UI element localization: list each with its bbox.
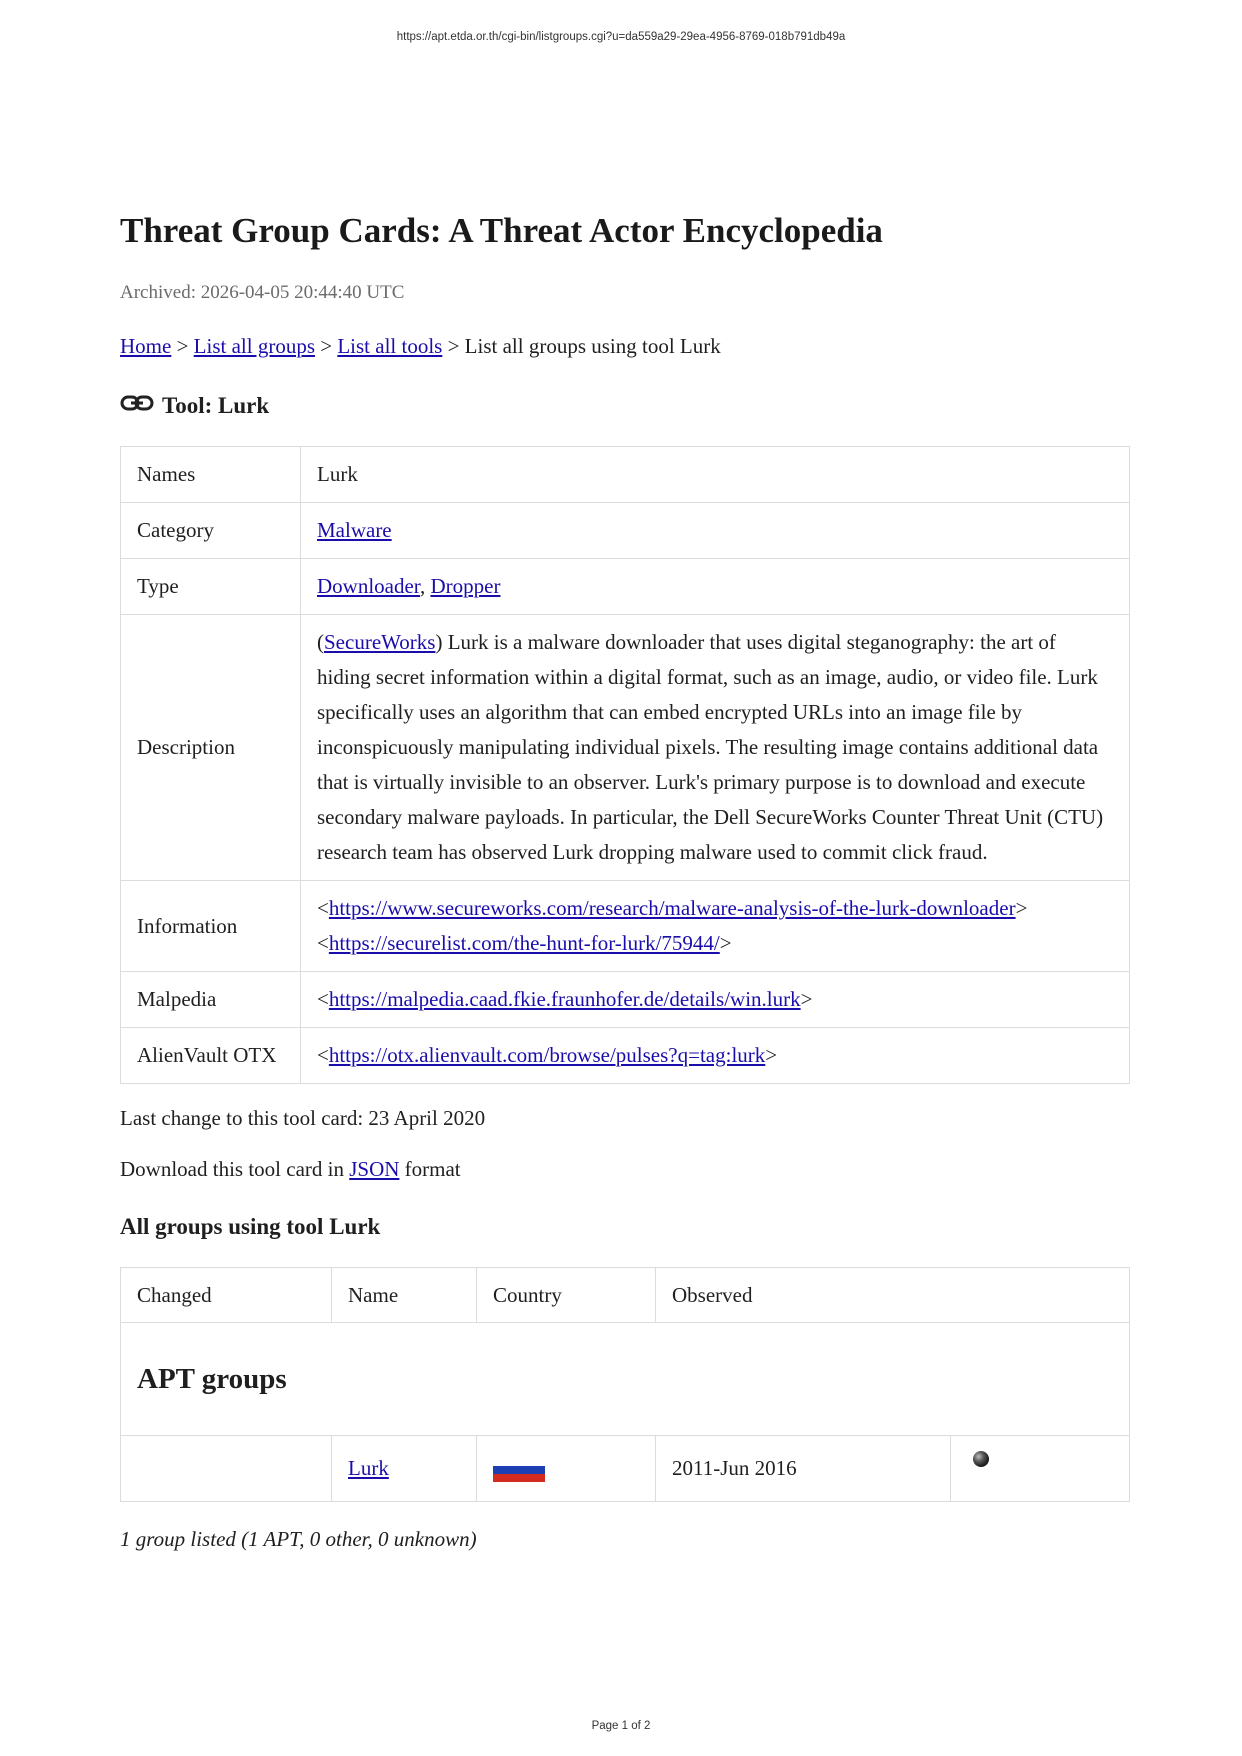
page-number: Page 1 of 2 bbox=[591, 1720, 651, 1732]
row-country bbox=[477, 1436, 656, 1502]
category-label: Category bbox=[121, 503, 301, 559]
row-observed: 2011-Jun 2016 bbox=[656, 1436, 951, 1502]
json-download-link[interactable]: JSON bbox=[349, 1157, 400, 1181]
description-value bbox=[301, 615, 1130, 881]
alienvault-label: AlienVault OTX bbox=[121, 1028, 301, 1084]
groups-table bbox=[120, 1267, 1130, 1502]
type-value bbox=[301, 559, 1130, 615]
names-value: Lurk bbox=[301, 447, 1130, 503]
groups-table-header bbox=[121, 1268, 1130, 1323]
table-row bbox=[121, 1436, 1130, 1502]
tool-card-table bbox=[120, 446, 1130, 1084]
information-link-securelist[interactable]: https://securelist.com/the-hunt-for-lurk/75944/ bbox=[328, 931, 720, 955]
main-content bbox=[120, 210, 1130, 1552]
breadcrumb-tools-link[interactable]: List all tools bbox=[337, 334, 443, 358]
table-row bbox=[121, 503, 1130, 559]
table-row bbox=[121, 1028, 1130, 1084]
groups-summary: 1 group listed (1 APT, 0 other, 0 unknown) bbox=[120, 1527, 477, 1551]
section-apt-groups: APT groups bbox=[121, 1323, 1130, 1436]
breadcrumb-home-link[interactable]: Home bbox=[120, 334, 172, 358]
type-separator: , bbox=[419, 574, 431, 598]
malpedia-link[interactable]: https://malpedia.caad.fkie.fraunhofer.de/details/win.lurk bbox=[328, 987, 801, 1011]
information-link-secureworks[interactable]: https://www.secureworks.com/research/malware-analysis-of-the-lurk-downloader bbox=[328, 896, 1016, 920]
header-changed: Changed bbox=[121, 1268, 332, 1323]
link-icon bbox=[120, 393, 154, 413]
type-label: Type bbox=[121, 559, 301, 615]
malpedia-value: <https://malpedia.caad.fkie.fraunhofer.de/details/win.lurk> bbox=[301, 972, 1130, 1028]
breadcrumb-separator: > bbox=[171, 334, 194, 358]
group-lurk-link[interactable]: Lurk bbox=[348, 1456, 389, 1480]
download-line: Download this tool card in JSON format bbox=[120, 1157, 461, 1181]
table-row bbox=[121, 559, 1130, 615]
information-value: <https://www.secureworks.com/research/malware-analysis-of-the-lurk-downloader> <https://securelist.com/the-hunt-for-lurk/75944/> bbox=[301, 881, 1130, 972]
tool-heading-text: Tool: Lurk bbox=[162, 393, 270, 418]
information-label: Information bbox=[121, 881, 301, 972]
table-row bbox=[121, 615, 1130, 881]
header-country: Country bbox=[477, 1268, 656, 1323]
page-title: Threat Group Cards: A Threat Actor Encyclopedia bbox=[120, 211, 883, 250]
header-observed: Observed bbox=[656, 1268, 1130, 1323]
description-open-paren: ( bbox=[317, 630, 324, 654]
type-downloader-link[interactable]: Downloader bbox=[317, 574, 420, 598]
archived-timestamp: Archived: 2026-04-05 20:44:40 UTC bbox=[120, 282, 405, 303]
last-change: Last change to this tool card: 23 April 2020 bbox=[120, 1106, 486, 1130]
header-name: Name bbox=[332, 1268, 477, 1323]
description-text: ) Lurk is a malware downloader that uses digital steganography: the art of hiding secret information within a digital format, such as an image, audio, or video file. Lurk specifically uses an algorithm that can embed encrypted URLs into an image file by inconspicuously manipulating individual pixels. The resulting image contains additional data that is virtually invisible to an observer. Lurk's primary purpose is to download and execute secondary malware payloads. In particular, the Dell SecureWorks Counter Threat Unit (CTU) research team has observed Lurk dropping malware used to commit click fraud. bbox=[317, 630, 1104, 864]
row-status bbox=[951, 1436, 1130, 1502]
type-dropper-link[interactable]: Dropper bbox=[430, 574, 501, 598]
alienvault-link[interactable]: https://otx.alienvault.com/browse/pulses?q=tag:lurk bbox=[328, 1043, 766, 1067]
alienvault-value: <https://otx.alienvault.com/browse/pulses?q=tag:lurk> bbox=[301, 1028, 1130, 1084]
description-label: Description bbox=[121, 615, 301, 881]
page-url: https://apt.etda.or.th/cgi-bin/listgroups.cgi?u=da559a29-29ea-4956-8769-018b791db49a bbox=[396, 31, 846, 43]
row-name bbox=[332, 1436, 477, 1502]
tool-heading bbox=[120, 393, 1130, 419]
category-malware-link[interactable]: Malware bbox=[317, 518, 392, 542]
table-row bbox=[121, 881, 1130, 972]
breadcrumb-current: > List all groups using tool Lurk bbox=[442, 334, 721, 358]
russia-flag-icon bbox=[493, 1458, 545, 1482]
breadcrumb bbox=[120, 334, 1130, 359]
breadcrumb-separator: > bbox=[315, 334, 338, 358]
description-source-link[interactable]: SecureWorks bbox=[324, 630, 436, 654]
table-row bbox=[121, 972, 1130, 1028]
category-value bbox=[301, 503, 1130, 559]
names-label: Names bbox=[121, 447, 301, 503]
groups-heading: All groups using tool Lurk bbox=[120, 1214, 381, 1239]
table-row bbox=[121, 447, 1130, 503]
groups-section-row bbox=[121, 1323, 1130, 1436]
breadcrumb-groups-link[interactable]: List all groups bbox=[193, 334, 315, 358]
malpedia-label: Malpedia bbox=[121, 972, 301, 1028]
status-dot-icon bbox=[973, 1451, 989, 1467]
row-changed bbox=[121, 1436, 332, 1502]
